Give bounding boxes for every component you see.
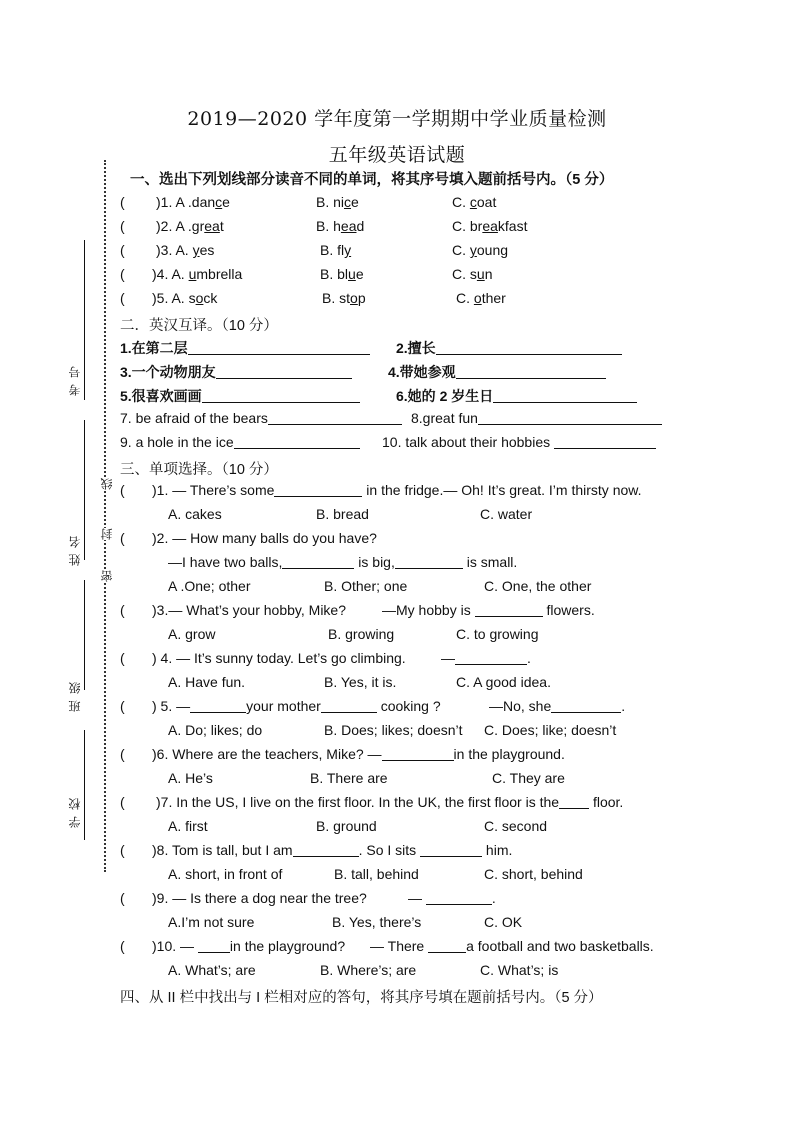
translation-item-3: 3.一个动物朋友 — [120, 362, 352, 382]
seal-xian: 线 — [100, 478, 114, 490]
option-c[interactable]: C. OK — [484, 914, 523, 930]
binding-line-1 — [84, 240, 85, 400]
answer-blank[interactable] — [190, 698, 246, 713]
answer-paren[interactable]: ( — [120, 266, 148, 282]
option-b: B. blue — [320, 266, 364, 282]
option-b[interactable]: B. Yes, there’s — [332, 914, 422, 930]
option-a[interactable]: A. cakes — [168, 506, 222, 522]
exam-title: 2019—2020 学年度第一学期期中学业质量检测 — [187, 108, 607, 130]
answer-paren[interactable]: ( — [120, 938, 125, 954]
answer-paren[interactable]: ( — [120, 794, 125, 810]
answer-paren[interactable]: ( — [120, 890, 125, 906]
option-a[interactable]: A. first — [168, 818, 208, 834]
question-stem: ) 4. — It’s sunny today. Let’s go climbing. — [152, 650, 406, 666]
answer-paren[interactable]: ( — [120, 290, 148, 306]
answer-blank[interactable] — [436, 340, 622, 355]
option-c[interactable]: C. They are — [492, 770, 565, 786]
answer-paren[interactable]: ( — [120, 746, 125, 762]
answer-paren[interactable]: ( — [120, 602, 125, 618]
exam-subtitle: 五年级英语试题 — [328, 144, 466, 166]
answer-paren[interactable]: ( — [120, 650, 125, 666]
answer-blank[interactable] — [188, 340, 370, 355]
question-stem: ) 5. — your mother cooking ? — [152, 698, 441, 714]
answer-blank[interactable] — [428, 938, 466, 953]
option-b[interactable]: B. There are — [310, 770, 388, 786]
label-exam-number: 考号 — [68, 360, 82, 396]
question-stem: )2. — How many balls do you have? — [152, 530, 377, 546]
answer-blank[interactable] — [559, 794, 589, 809]
translation-item-7: 7. be afraid of the bears — [120, 410, 402, 426]
option-b: B. nice — [316, 194, 359, 210]
option-b[interactable]: B. Yes, it is. — [324, 674, 397, 690]
translation-item-9: 9. a hole in the ice — [120, 434, 360, 450]
seal-mi: 密 — [100, 570, 114, 582]
question-answer: — . — [441, 650, 531, 666]
option-c: C. breakfast — [452, 218, 528, 234]
question-stem: )1. — There’s some in the fridge.— Oh! It’s great. I’m thirsty now. — [152, 482, 642, 498]
option-b[interactable]: B. bread — [316, 506, 369, 522]
translation-item-4: 4.带她参观 — [388, 362, 606, 382]
section1-heading: 一、选出下列划线部分读音不同的单词，将其序号填入题前括号内。（5 分） — [130, 172, 614, 188]
answer-blank[interactable] — [456, 364, 606, 379]
question-stem: )10. — in the playground? — [152, 938, 346, 954]
binding-line-3 — [84, 580, 85, 690]
answer-blank[interactable] — [420, 842, 482, 857]
answer-blank[interactable] — [293, 842, 359, 857]
option-b[interactable]: B. Where’s; are — [320, 962, 417, 978]
option-c[interactable]: C. What’s; is — [480, 962, 559, 978]
option-b[interactable]: B. Other; one — [324, 578, 408, 594]
option-b[interactable]: B. ground — [316, 818, 377, 834]
option-b: B. fly — [320, 242, 352, 258]
option-a[interactable]: A .One; other — [168, 578, 251, 594]
question-stem: )9. — Is there a dog near the tree? — [152, 890, 367, 906]
question-stem: )7. In the US, I live on the first floor. In the UK, the first floor is the floor. — [156, 794, 624, 810]
option-a[interactable]: A.I’m not sure — [168, 914, 255, 930]
answer-paren[interactable]: ( — [120, 482, 125, 498]
option-a[interactable]: A. short, in front of — [168, 866, 283, 882]
section2-heading: 二．英汉互译。（10 分） — [120, 318, 278, 334]
answer-blank[interactable] — [382, 746, 454, 761]
question-stem-line2: —I have two balls, is big, is small. — [168, 554, 518, 570]
option-a: )3. A. yes — [156, 242, 215, 258]
option-c[interactable]: C. to growing — [456, 626, 539, 642]
question-answer: —No, she . — [489, 698, 626, 714]
section4-heading: 四、从 II 栏中找出与 I 栏相对应的答句，将其序号填在题前括号内。（5 分） — [120, 990, 603, 1006]
answer-blank[interactable] — [202, 388, 360, 403]
option-c[interactable]: C. short, behind — [484, 866, 583, 882]
option-a: )5. A. sock — [152, 290, 218, 306]
question-stem: )8. Tom is tall, but I am . So I sits him. — [152, 842, 513, 858]
option-a[interactable]: A. Have fun. — [168, 674, 246, 690]
option-c: C. other — [456, 290, 506, 306]
translation-item-2: 2.擅长 — [396, 338, 622, 358]
option-b[interactable]: B. Does; likes; doesn’t — [324, 722, 463, 738]
answer-paren[interactable]: ( — [120, 842, 125, 858]
option-a: )1. A .dance — [156, 194, 230, 210]
option-b[interactable]: B. growing — [328, 626, 395, 642]
answer-paren[interactable]: ( — [120, 530, 125, 546]
question-stem: )6. Where are the teachers, Mike? — in the playground. — [152, 746, 565, 762]
option-a[interactable]: A. What’s; are — [168, 962, 256, 978]
answer-paren[interactable]: ( — [120, 698, 125, 714]
answer-blank[interactable] — [478, 410, 662, 425]
option-c: C. sun — [452, 266, 493, 282]
binding-line-4 — [84, 730, 85, 840]
answer-blank[interactable] — [475, 602, 543, 617]
section3-heading: 三、单项选择。（10 分） — [120, 462, 278, 478]
option-a[interactable]: A. He’s — [168, 770, 213, 786]
translation-item-5: 5.很喜欢画画 — [120, 386, 360, 406]
translation-item-6: 6.她的 2 岁生日 — [396, 386, 637, 406]
label-name: 姓名 — [68, 530, 82, 566]
option-c[interactable]: C. water — [480, 506, 533, 522]
answer-blank[interactable] — [493, 388, 637, 403]
label-school: 学校 — [68, 792, 82, 828]
option-c[interactable]: C. second — [484, 818, 548, 834]
option-b: B. stop — [322, 290, 366, 306]
translation-item-10: 10. talk about their hobbies — [382, 434, 656, 450]
question-answer: — . — [408, 890, 496, 906]
answer-blank[interactable] — [426, 890, 492, 905]
option-b: B. head — [316, 218, 365, 234]
option-a[interactable]: A. grow — [168, 626, 216, 642]
answer-paren[interactable]: ( — [120, 242, 148, 258]
option-a[interactable]: A. Do; likes; do — [168, 722, 263, 738]
answer-blank[interactable] — [268, 410, 402, 425]
answer-blank[interactable] — [216, 364, 352, 379]
question-stem: )3.— What’s your hobby, Mike? — [152, 602, 347, 618]
binding-dotted-line — [104, 160, 106, 872]
answer-blank[interactable] — [395, 554, 463, 569]
binding-line-2 — [84, 420, 85, 560]
option-c: C. coat — [452, 194, 497, 210]
label-class: 班级 — [68, 676, 82, 712]
option-b[interactable]: B. tall, behind — [334, 866, 419, 882]
answer-blank[interactable] — [455, 650, 527, 665]
translation-item-1: 1.在第二层 — [120, 338, 370, 358]
answer-blank[interactable] — [234, 434, 360, 449]
option-c[interactable]: C. A good idea. — [456, 674, 551, 690]
answer-blank[interactable] — [274, 482, 362, 497]
answer-blank[interactable] — [554, 434, 656, 449]
seal-feng: 封 — [100, 528, 114, 540]
answer-paren[interactable]: ( — [120, 194, 148, 210]
answer-blank[interactable] — [282, 554, 354, 569]
answer-blank[interactable] — [198, 938, 230, 953]
answer-blank[interactable] — [321, 698, 377, 713]
translation-item-8: 8.great fun — [411, 410, 662, 426]
option-c[interactable]: C. One, the other — [484, 578, 592, 594]
answer-blank[interactable] — [551, 698, 621, 713]
question-answer: — There a football and two basketballs. — [370, 938, 654, 954]
option-a: )4. A. umbrella — [152, 266, 243, 282]
question-answer: —My hobby is flowers. — [382, 602, 595, 618]
option-a: )2. A .great — [156, 218, 224, 234]
answer-paren[interactable]: ( — [120, 218, 148, 234]
option-c: C. young — [452, 242, 509, 258]
option-c[interactable]: C. Does; like; doesn’t — [484, 722, 617, 738]
